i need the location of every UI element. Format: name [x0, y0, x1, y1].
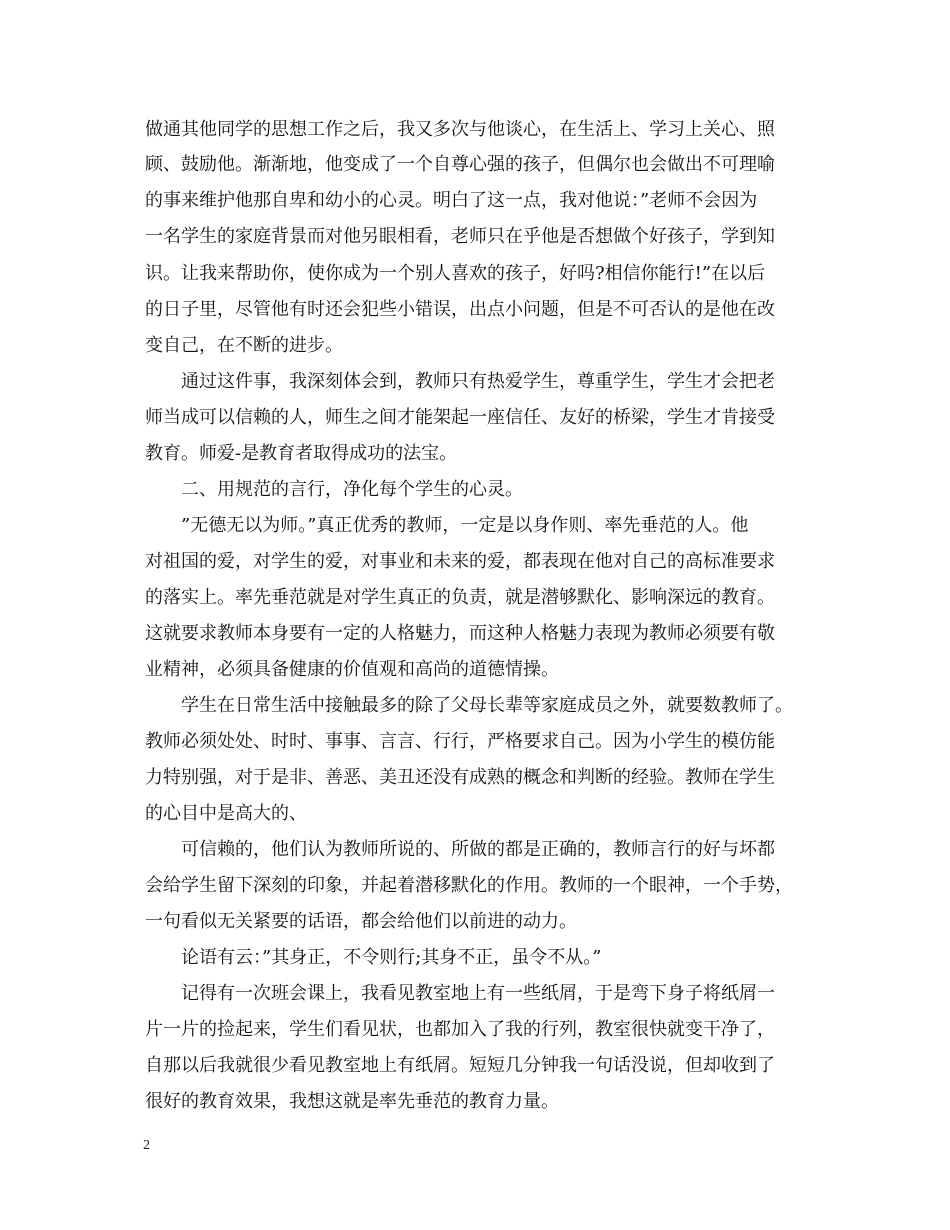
text-line: 顾、鼓励他。渐渐地，他变成了一个自尊心强的孩子，但偶尔也会做出不可理喻	[145, 154, 775, 175]
text-line: 一句看似无关紧要的话语，都会给他们以前进的动力。	[145, 911, 577, 932]
text-line: 自那以后我就很少看见教室地上有纸屑。短短几分钟我一句话没说，但却收到了	[145, 1055, 775, 1076]
text-line: 一名学生的家庭背景而对他另眼相看，老师只在乎他是否想做个好孩子，学到知	[145, 226, 775, 247]
text-line: 的日子里，尽管他有时还会犯些小错误，出点小问题，但是不可否认的是他在改	[145, 299, 775, 320]
text-line: 力特别强，对于是非、善恶、美丑还没有成熟的概念和判断的经验。教师在学生	[145, 767, 775, 788]
text-line: 这就要求教师本身要有一定的人格魅力，而这种人格魅力表现为教师必须要有敬	[145, 623, 775, 644]
text-line: 识。让我来帮助你，使你成为一个别人喜欢的孩子，好吗?相信你能行!”在以后	[145, 263, 766, 284]
text-line: 的落实上。率先垂范就是对学生真正的负责，就是潜够默化、影响深远的教育。	[145, 587, 775, 608]
text-line: 通过这件事，我深刻体会到，教师只有热爱学生，尊重学生，学生才会把老	[145, 371, 775, 392]
text-line: 的事来维护他那自卑和幼小的心灵。明白了这一点，我对他说：”老师不会因为	[145, 190, 758, 211]
text-line: 师当成可以信赖的人，师生之间才能架起一座信任、友好的桥梁，学生才肯接受	[145, 407, 775, 428]
text-line: 论语有云：”其身正，不令则行;其身不正，虽令不从。”	[145, 947, 602, 968]
text-line: 可信赖的，他们认为教师所说的、所做的都是正确的，教师言行的好与坏都	[145, 839, 775, 860]
text-line: 对祖国的爱，对学生的爱，对事业和未来的爱，都表现在他对自己的高标准要求	[145, 551, 775, 572]
section-heading: 二、用规范的言行，净化每个学生的心灵。	[145, 479, 523, 500]
text-line: 教育。师爱-是教育者取得成功的法宝。	[145, 443, 458, 464]
text-line: 很好的教育效果，我想这就是率先垂范的教育力量。	[145, 1091, 559, 1112]
text-line: 会给学生留下深刻的印象，并起着潜移默化的作用。教师的一个眼神，一个手势，	[145, 875, 793, 896]
text-line: 学生在日常生活中接触最多的除了父母长辈等家庭成员之外，就要数教师了。	[145, 695, 793, 716]
page-number: 2	[143, 1138, 150, 1153]
text-line: ”无德无以为师。”真正优秀的教师，一定是以身作则、率先垂范的人。他	[145, 515, 749, 536]
text-line: 记得有一次班会课上，我看见教室地上有一些纸屑，于是弯下身子将纸屑一	[145, 983, 775, 1004]
text-line: 做通其他同学的思想工作之后，我又多次与他谈心，在生活上、学习上关心、照	[145, 119, 775, 140]
text-line: 片一片的捡起来，学生们看见状，也都加入了我的行列，教室很快就变干净了，	[145, 1019, 775, 1040]
text-line: 教师必须处处、时时、事事、言言、行行，严格要求自己。因为小学生的模仿能	[145, 731, 775, 752]
text-line: 变自己，在不断的进步。	[145, 335, 343, 356]
text-line: 的心目中是高大的、	[145, 803, 307, 824]
text-line: 业精神，必须具备健康的价值观和高尚的道德情操。	[145, 659, 559, 680]
